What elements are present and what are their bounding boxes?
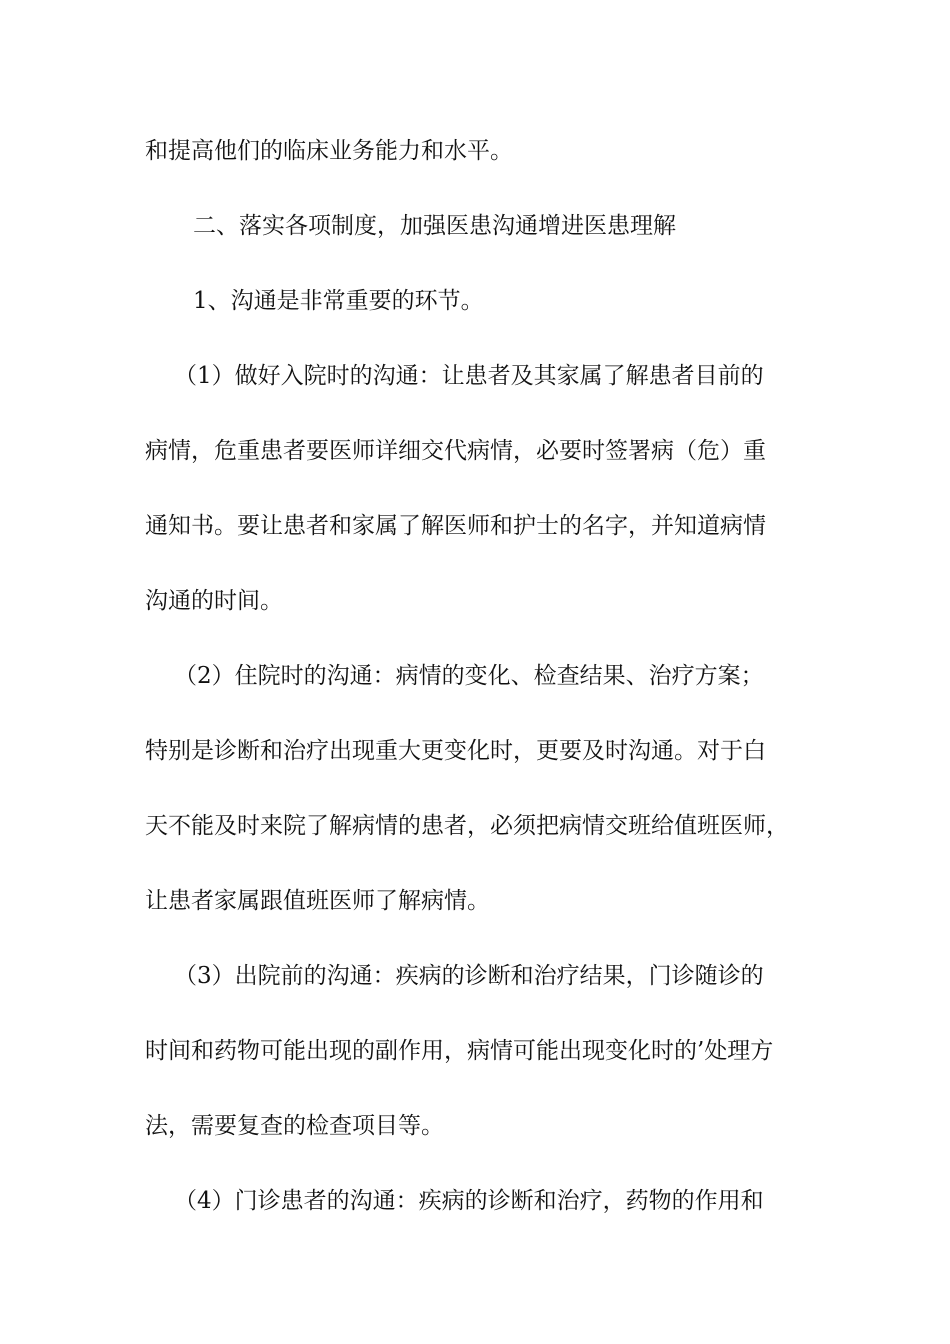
text-line: 和提高他们的临床业务能力和水平。	[145, 138, 513, 164]
subsection-heading: 1、沟通是非常重要的环节。	[193, 288, 484, 314]
text-line: 让患者家属跟值班医师了解病情。	[145, 888, 490, 914]
text-line: 沟通的时间。	[145, 588, 283, 614]
text-line: （4）门诊患者的沟通：疾病的诊断和治疗，药物的作用和	[174, 1188, 764, 1214]
text-line: 时间和药物可能出现的副作用，病情可能出现变化时的’处理方	[145, 1038, 774, 1064]
text-line: 病情，危重患者要医师详细交代病情，必要时签署病（危）重	[145, 438, 766, 464]
text-line: （1）做好入院时的沟通：让患者及其家属了解患者目前的	[174, 363, 764, 389]
text-line: （2）住院时的沟通：病情的变化、检查结果、治疗方案；	[174, 663, 764, 689]
text-line: 通知书。要让患者和家属了解医师和护士的名字，并知道病情	[145, 513, 766, 539]
text-line: 特别是诊断和治疗出现重大更变化时，更要及时沟通。对于白	[145, 738, 766, 764]
text-line: 法，需要复查的检查项目等。	[145, 1113, 444, 1139]
section-heading: 二、落实各项制度，加强医患沟通增进医患理解	[193, 213, 676, 239]
text-line: 天不能及时来院了解病情的患者，必须把病情交班给值班医师，	[145, 813, 789, 839]
text-line: （3）出院前的沟通：疾病的诊断和治疗结果，门诊随诊的	[174, 963, 764, 989]
